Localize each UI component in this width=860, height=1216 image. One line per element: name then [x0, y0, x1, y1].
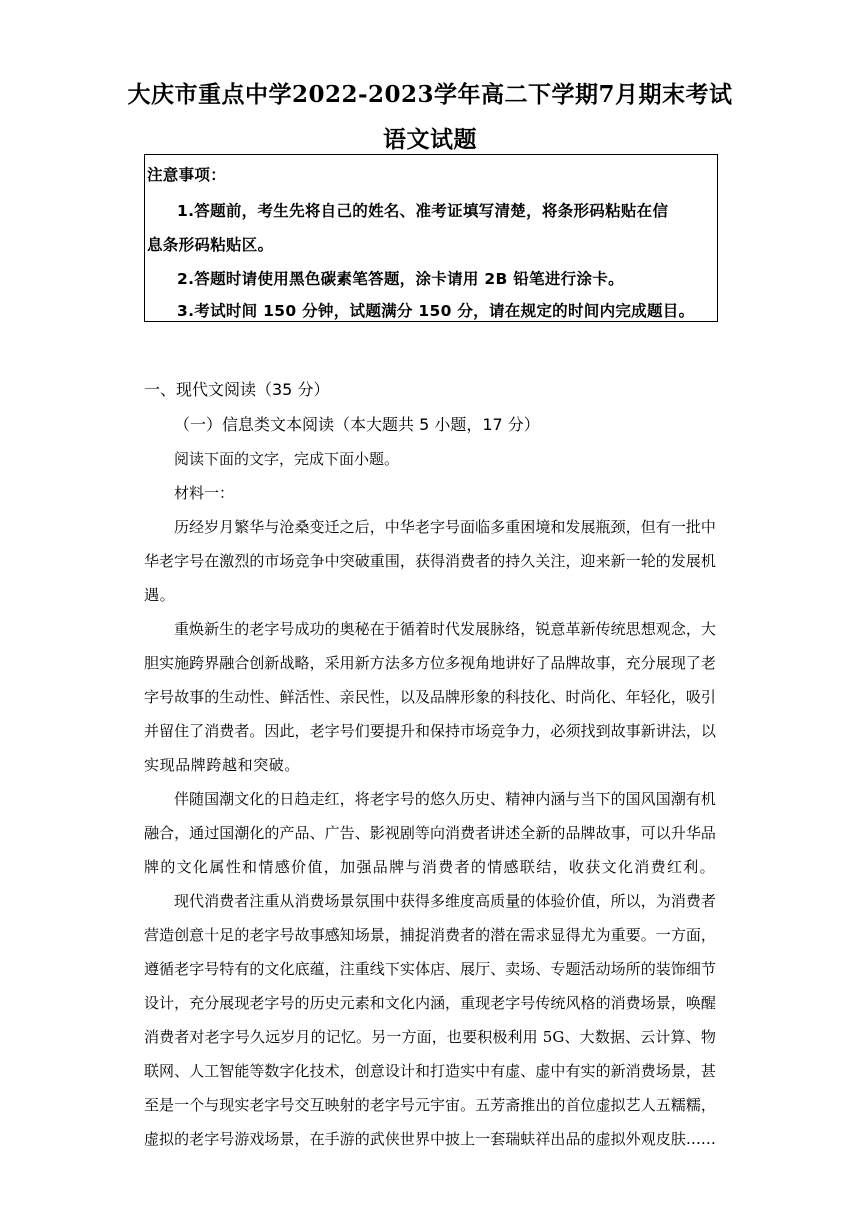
exam-title: 大庆市重点中学2022-2023学年高二下学期7月期末考试: [127, 81, 733, 108]
passage-line: 虚拟的老字号游戏场景，在手游的武侠世界中披上一套瑞蚨祥出品的虚拟外观皮肤……: [144, 1130, 716, 1148]
material-label: 材料一：: [174, 484, 235, 502]
passage-line: 胆实施跨界融合创新战略，采用新方法多方位多视角地讲好了品牌故事，充分展现了老: [144, 654, 716, 672]
subsection-heading: （一）信息类文本阅读（本大题共 5 小题，17 分）: [174, 415, 540, 434]
passage-line: 并留住了消费者。因此，老字号们要提升和保持市场竞争力，必须找到故事新讲法，以: [144, 722, 716, 740]
passage-line: 融合，通过国潮化的产品、广告、影视剧等向消费者讲述全新的品牌故事，可以升华品: [144, 824, 716, 842]
passage-line: 消费者对老字号久远岁月的记忆。另一方面，也要积极利用 5G、大数据、云计算、物: [144, 1028, 716, 1046]
notice-item-2: 2.答题时请使用黑色碳素笔答题，涂卡请用 2B 铅笔进行涂卡。: [177, 270, 624, 288]
passage-line: 设计，充分展现老字号的历史元素和文化内涵，重现老字号传统风格的消费场景，唤醒: [144, 994, 716, 1012]
exam-subtitle: 语文试题: [383, 126, 477, 153]
passage-line: 历经岁月繁华与沧桑变迁之后，中华老字号面临多重困境和发展瓶颈，但有一批中: [174, 518, 716, 536]
passage-line: 华老字号在激烈的市场竞争中突破重围，获得消费者的持久关注，迎来新一轮的发展机: [144, 552, 716, 570]
passage-line: 联网、人工智能等数字化技术，创意设计和打造实中有虚、虚中有实的新消费场景，甚: [144, 1062, 716, 1080]
notice-heading: 注意事项：: [147, 166, 227, 184]
passage-line: 营造创意十足的老字号故事感知场景，捕捉消费者的潜在需求显得尤为重要。一方面，: [144, 926, 716, 944]
notice-box: [144, 154, 718, 322]
passage-line: 遵循老字号特有的文化底蕴，注重线下实体店、展厅、卖场、专题活动场所的装饰细节: [144, 960, 716, 978]
reading-instruction: 阅读下面的文字，完成下面小题。: [174, 450, 400, 468]
notice-item-1-line-2: 息条形码粘贴区。: [147, 236, 274, 254]
passage-line: 至是一个与现实老字号交互映射的老字号元宇宙。五芳斋推出的首位虚拟艺人五糯糯，: [144, 1096, 716, 1114]
passage-line: 牌的文化属性和情感价值，加强品牌与消费者的情感联结，收获文化消费红利。: [144, 858, 716, 876]
passage-line: 字号故事的生动性、鲜活性、亲民性，以及品牌形象的科技化、时尚化、年轻化，吸引: [144, 688, 716, 706]
passage-line: 伴随国潮文化的日趋走红，将老字号的悠久历史、精神内涵与当下的国风国潮有机: [174, 790, 716, 808]
passage-line: 实现品牌跨越和突破。: [144, 756, 301, 774]
passage-line: 重焕新生的老字号成功的奥秘在于循着时代发展脉络，锐意革新传统思想观念，大: [174, 620, 716, 638]
notice-item-3: 3.考试时间 150 分钟，试题满分 150 分，请在规定的时间内完成题目。: [177, 302, 695, 320]
passage-line: 现代消费者注重从消费场景氛围中获得多维度高质量的体验价值，所以，为消费者: [174, 892, 716, 910]
section-heading: 一、现代文阅读（35 分）: [144, 380, 330, 399]
notice-item-1-line-1: 1.答题前，考生先将自己的姓名、准考证填写清楚，将条形码粘贴在信: [177, 202, 669, 220]
passage-line: 遇。: [144, 586, 176, 604]
